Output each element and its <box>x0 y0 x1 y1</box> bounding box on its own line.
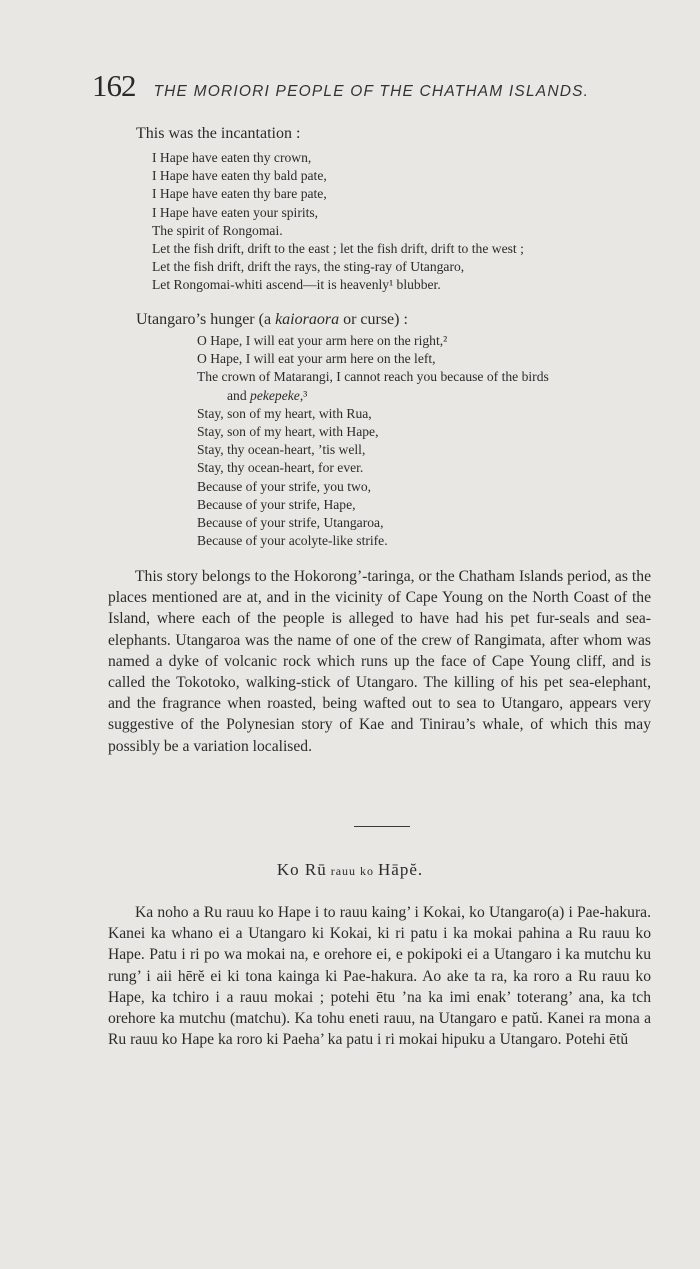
verse-line: Stay, thy ocean-heart, ’tis well, <box>197 442 366 458</box>
commentary-paragraph: This story belongs to the Hokorong’-taringa, or the Chatham Islands period, as the places mentioned are at, and in the vicinity of Cape Young on the North Coast of the Island, where each of the people is alleged to have had his pet fur-seals and sea-elephants. Utangaroa was the name of one of the crew of Rangimata, after whom was named a dyke of volcanic rock which runs up the face of Cape Young cliff, and is called the Tokotoko, walking-stick of Utangaro. The killing of his pet sea-elephant, and the fragrance when roasted, being wafted out to sea to Utangaro, appears very suggestive of the Polynesian story of Kae and Tinirau’s whale, of which this may possibly be a variation localised. <box>108 568 651 755</box>
moriori-text-paragraph: Ka noho a Ru rauu ko Hape i to rauu kaing’ i Kokai, ko Utangaro(a) i Pae-hakura. Kanei ka whano ei a Utangaro ki Kokai, ki ri patu i ka mokai pahina a Ru rauu ko Hape. Patu i ri po wa mokai na, e orehore ei, e pokipoki ei a Utangaro i ka mutchu ku rung’ i aii hērĕ ei ki tona kainga ki Pae-hakura. Ao ake ta ra, ka roro a Ru rauu ko Hape, ka tchiro i a rauu mokai ; potehi ētu ’na ka imi enak’ toterang’ ana, ka tch orehore ka mutchu (matchu). Ka tohu eneti rauu, na Utangaro e patŭ. Kanei ra mona a Ru rauu ko Hape ka roro ki Paeha’ ka patu i ri mokai hipuku a Utangaro. Potehi ētŭ <box>108 904 651 1049</box>
section-heading <box>0 860 700 880</box>
verse-line <box>197 387 549 405</box>
verse-line: I Hape have eaten thy bare pate, <box>152 186 327 202</box>
section-heading-ko: Ko <box>276 860 305 879</box>
verse-line-start: and <box>227 387 251 403</box>
verse-line: The crown of Matarangi, I cannot reach you because of the birds <box>197 369 549 385</box>
verse-line: Because of your strife, you two, <box>197 478 372 494</box>
verse-line: Stay, son of my heart, with Rua, <box>197 405 372 421</box>
verse-line: Because of your strife, Hape, <box>197 496 356 512</box>
verse-line-end: ,³ <box>299 387 308 403</box>
verse-line: Because of your acolyte-like strife. <box>197 533 388 549</box>
verse-line: Stay, thy ocean-heart, for ever. <box>197 460 364 476</box>
curse-intro <box>136 311 408 329</box>
verse-line: Because of your strife, Utangaroa, <box>197 515 384 531</box>
verse-line: I Hape have eaten thy crown, <box>152 150 312 165</box>
incantation-verse <box>152 149 524 295</box>
verse-line: Let Rongomai-whiti ascend—it is heavenly¹ blubber. <box>152 277 441 293</box>
running-title: THE MORIORI PEOPLE OF THE CHATHAM ISLANDS. <box>153 83 590 100</box>
incantation-intro: This was the incantation : <box>136 125 301 142</box>
curse-intro-start: Utangaro’s hunger (a <box>136 311 276 328</box>
curse-verse <box>197 332 549 550</box>
verse-line: The spirit of Rongomai. <box>152 222 283 238</box>
curse-intro-end: or curse) : <box>339 311 408 328</box>
section-heading-hape: Hāpĕ. <box>378 860 424 879</box>
section-heading-rauu-ko: rauu ko <box>326 864 379 878</box>
verse-line: Stay, son of my heart, with Hape, <box>197 424 379 440</box>
verse-line: Let the fish drift, drift the rays, the sting-ray of Utangaro, <box>152 259 465 275</box>
page-number: 162 <box>92 68 136 103</box>
verse-line: Let the fish drift, drift to the east ; let the fish drift, drift to the west ; <box>152 241 524 257</box>
section-heading-ru: Rū <box>304 860 327 879</box>
verse-line: O Hape, I will eat your arm here on the left, <box>197 351 436 367</box>
curse-intro-term: kaioraora <box>275 311 340 328</box>
verse-line: O Hape, I will eat your arm here on the right,² <box>197 333 448 348</box>
verse-line: I Hape have eaten thy bald pate, <box>152 168 327 184</box>
verse-term: pekepeke <box>250 387 300 403</box>
verse-line: I Hape have eaten your spirits, <box>152 204 319 220</box>
page-header <box>92 68 589 104</box>
section-divider <box>354 826 410 827</box>
